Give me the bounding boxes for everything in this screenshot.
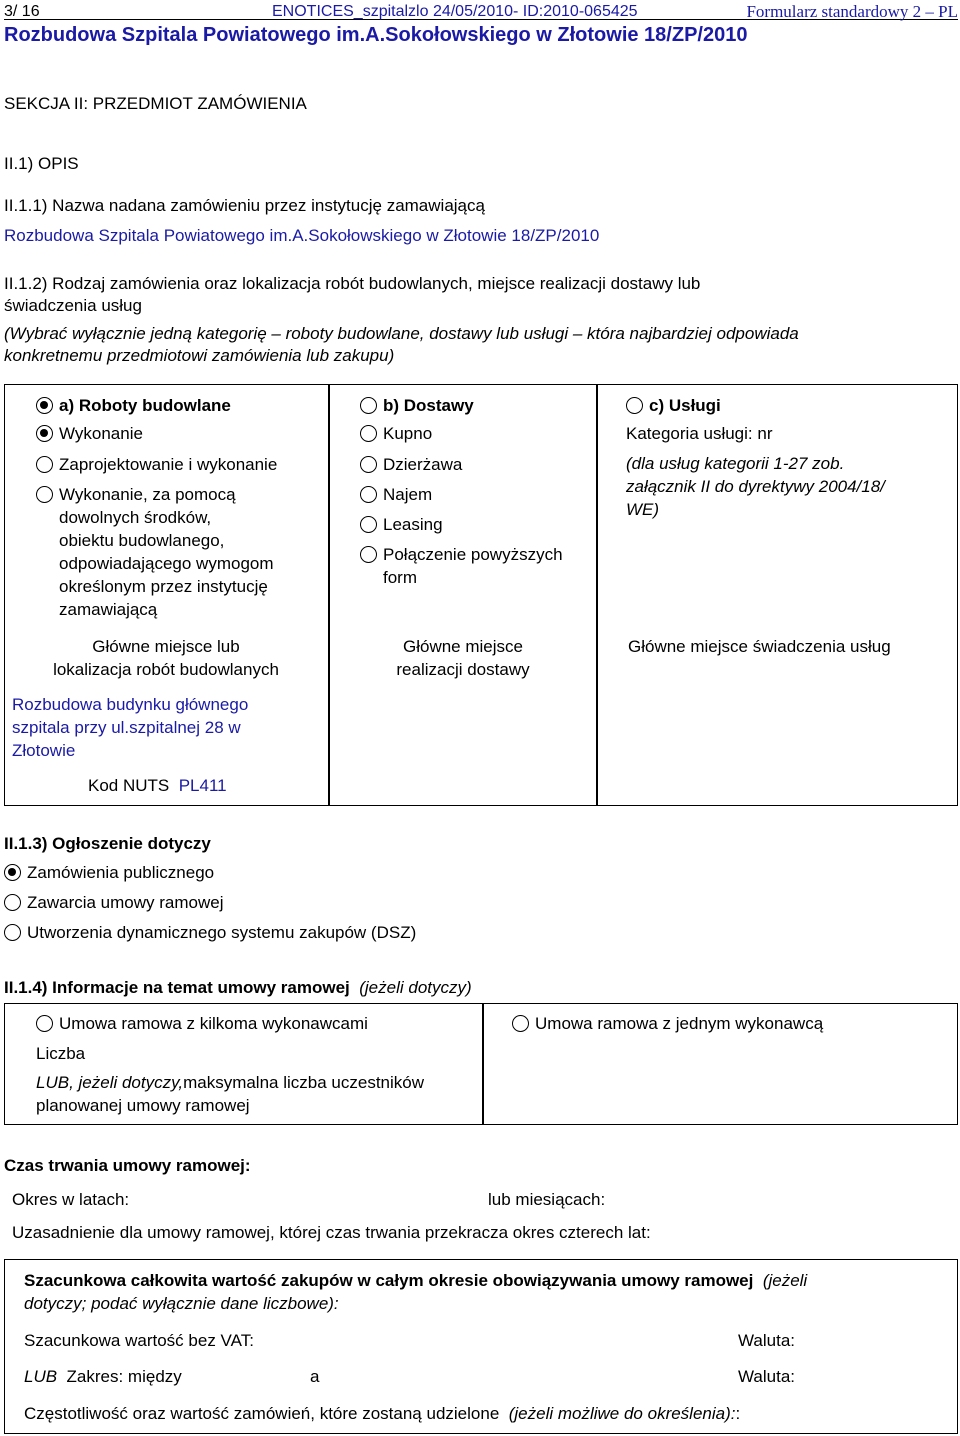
divider xyxy=(596,384,598,806)
s113-publiczne-option[interactable]: Zamówienia publicznego xyxy=(4,861,214,884)
s113-ramowa-option[interactable]: Zawarcia umowy ramowej xyxy=(4,891,224,914)
okres-miesiace-label: lub miesiącach: xyxy=(488,1190,606,1209)
radio-empty-icon[interactable] xyxy=(36,456,53,473)
section-title: SEKCJA II: PRZEDMIOT ZAMÓWIENIA xyxy=(4,94,307,113)
s114-heading xyxy=(4,976,472,999)
ramowa-kilkoma-option[interactable]: Umowa ramowa z kilkoma wykonawcami xyxy=(36,1012,368,1035)
radio-empty-icon[interactable] xyxy=(36,1015,53,1032)
roboty-place-label: Główne miejsce lub xyxy=(92,637,240,656)
roboty-place-value: szpitala przy ul.szpitalnej 28 w xyxy=(12,718,241,737)
dostawy-leasing-option[interactable]: Leasing xyxy=(360,513,443,536)
uslugi-note: (dla usług kategorii 1-27 zob. xyxy=(626,454,845,473)
option-text: określonym przez instytucję xyxy=(59,577,268,596)
roboty-place-label: lokalizacja robót budowlanych xyxy=(53,660,279,679)
liczba-label: Liczba xyxy=(36,1044,86,1063)
s111-value: Rozbudowa Szpitala Powiatowego im.A.Sokołowskiego w Złotowie 18/ZP/2010 xyxy=(4,226,600,245)
form-name: Formularz standardowy 2 – PL xyxy=(746,2,958,21)
ramowa-jednym-option[interactable]: Umowa ramowa z jednym wykonawcą xyxy=(512,1012,823,1035)
s114-label: II.1.4) Informacje na temat umowy ramowej xyxy=(4,978,350,997)
s112-label-line2: świadczenia usług xyxy=(4,296,142,315)
dostawy-place-label: Główne miejsce xyxy=(403,637,523,656)
document-id: ENOTICES_szpitalzlo 24/05/2010- ID:2010-065425 xyxy=(272,3,638,20)
radio-empty-icon[interactable] xyxy=(360,486,377,503)
uslugi-note: WE) xyxy=(626,500,660,519)
waluta-label: Waluta: xyxy=(738,1331,796,1350)
opis-heading: II.1) OPIS xyxy=(4,154,79,173)
divider xyxy=(482,1003,484,1125)
czestotliwosc-label: Częstotliwość oraz wartość zamówień, które zostaną udzielone (jeżeli możliwe do określenia):: xyxy=(24,1404,741,1423)
radio-empty-icon[interactable] xyxy=(626,397,643,414)
lub-liczba-label: LUB, jeżeli dotyczy,maksymalna liczba uczestników xyxy=(36,1073,424,1092)
radio-empty-icon[interactable] xyxy=(360,425,377,442)
option-text: form xyxy=(383,568,417,587)
dostawy-option[interactable]: b) Dostawy xyxy=(360,394,474,417)
s112-note-line1: (Wybrać wyłącznie jedną kategorię – roboty budowlane, dostawy lub usługi – która najbardziej odpowiada xyxy=(4,324,799,343)
page-header xyxy=(4,0,958,20)
s114-note: (jeżeli dotyczy) xyxy=(359,978,472,997)
roboty-place-value: Złotowie xyxy=(12,741,76,760)
dostawy-place-label: realizacji dostawy xyxy=(396,660,530,679)
bez-vat-label: Szacunkowa wartość bez VAT: xyxy=(24,1331,254,1350)
s112-note-line2: konkretnemu przedmiotowi zamówienia lub zakupu) xyxy=(4,346,395,365)
radio-selected-icon[interactable] xyxy=(36,397,53,414)
nuts-code xyxy=(88,774,227,797)
roboty-wykonanie-za-pomoca-option[interactable]: Wykonanie, za pomocą xyxy=(36,483,236,506)
radio-empty-icon[interactable] xyxy=(360,546,377,563)
radio-empty-icon[interactable] xyxy=(36,486,53,503)
s111-label: II.1.1) Nazwa nadana zamówieniu przez instytucję zamawiającą xyxy=(4,196,485,215)
radio-empty-icon[interactable] xyxy=(360,397,377,414)
option-text: odpowiadającego wymogom xyxy=(59,554,274,573)
roboty-wykonanie-option[interactable]: Wykonanie xyxy=(36,422,143,445)
czas-label: Czas trwania umowy ramowej: xyxy=(4,1156,251,1175)
s112-label-line1: II.1.2) Rodzaj zamówienia oraz lokalizacja robót budowlanych, miejsce realizacji dostawy lub xyxy=(4,274,701,293)
nuts-label: Kod NUTS xyxy=(88,776,170,795)
page-title: Rozbudowa Szpitala Powiatowego im.A.Sokołowskiego w Złotowie 18/ZP/2010 xyxy=(4,24,748,46)
radio-selected-icon[interactable] xyxy=(4,864,21,881)
dostawy-polaczenie-option[interactable]: Połączenie powyższych xyxy=(360,543,563,566)
uslugi-option[interactable]: c) Usługi xyxy=(626,394,721,417)
lub-liczba-label: planowanej umowy ramowej xyxy=(36,1096,250,1115)
okres-lata-label: Okres w latach: xyxy=(12,1190,130,1209)
radio-empty-icon[interactable] xyxy=(512,1015,529,1032)
option-text: dowolnych środków, xyxy=(59,508,212,527)
zakres-a-label: a xyxy=(310,1367,320,1386)
radio-empty-icon[interactable] xyxy=(4,894,21,911)
uslugi-place-label: Główne miejsce świadczenia usług xyxy=(628,637,891,656)
radio-empty-icon[interactable] xyxy=(360,516,377,533)
roboty-zaprojektowanie-option[interactable]: Zaprojektowanie i wykonanie xyxy=(36,453,277,476)
dostawy-dzierzawa-option[interactable]: Dzierżawa xyxy=(360,453,462,476)
uzasadnienie-label: Uzasadnienie dla umowy ramowej, której czas trwania przekracza okres czterech lat: xyxy=(12,1223,651,1242)
dostawy-najem-option[interactable]: Najem xyxy=(360,483,432,506)
option-text: obiektu budowlanego, xyxy=(59,531,225,550)
uslugi-kategoria: Kategoria usługi: nr xyxy=(626,424,773,443)
dostawy-kupno-option[interactable]: Kupno xyxy=(360,422,432,445)
radio-empty-icon[interactable] xyxy=(4,924,21,941)
radio-selected-icon[interactable] xyxy=(36,425,53,442)
roboty-option[interactable]: a) Roboty budowlane xyxy=(36,394,231,417)
szacunkowa-note: dotyczy; podać wyłącznie dane liczbowe): xyxy=(24,1294,339,1313)
divider xyxy=(328,384,330,806)
zakres-row: LUB Zakres: między xyxy=(24,1367,182,1386)
page-number: 3/ 16 xyxy=(4,3,40,20)
s113-dsz-option[interactable]: Utworzenia dynamicznego systemu zakupów (DSZ) xyxy=(4,921,416,944)
radio-empty-icon[interactable] xyxy=(360,456,377,473)
option-text: zamawiającą xyxy=(59,600,158,619)
roboty-place-value: Rozbudowa budynku głównego xyxy=(12,695,249,714)
szacunkowa-title: Szacunkowa całkowita wartość zakupów w całym okresie obowiązywania umowy ramowej (jeżeli xyxy=(24,1271,808,1290)
nuts-value: PL411 xyxy=(178,776,227,795)
s113-label: II.1.3) Ogłoszenie dotyczy xyxy=(4,834,211,853)
uslugi-note: załącznik II do dyrektywy 2004/18/ xyxy=(626,477,885,496)
waluta-label: Waluta: xyxy=(738,1367,796,1386)
